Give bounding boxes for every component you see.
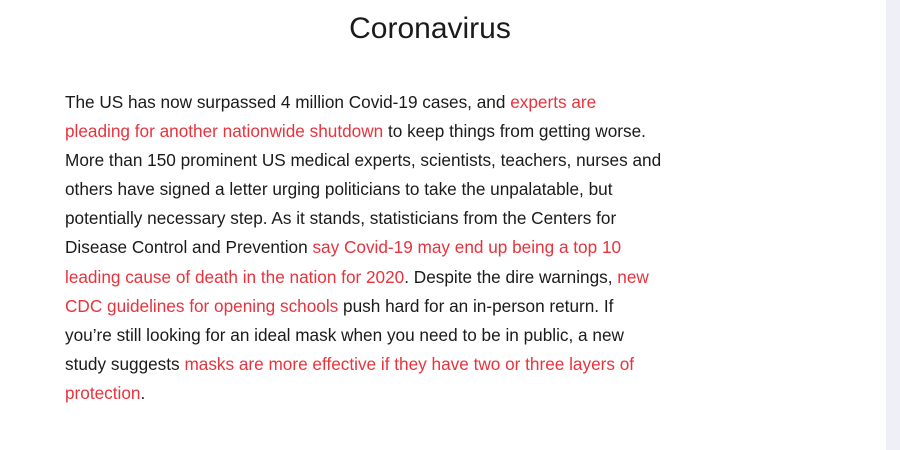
article-text: push hard for an in-person return. If (338, 295, 614, 316)
article-line (65, 325, 624, 345)
article-text: others have signed a letter urging politicians to take the unpalatable, but (65, 179, 613, 200)
article-line (65, 208, 616, 228)
article-text: study suggests (65, 353, 185, 374)
article-line (65, 150, 661, 170)
article-line (65, 92, 596, 112)
article-text: potentially necessary step. As it stands, statisticians from the Centers for (65, 208, 617, 229)
article-text: . Despite the dire warnings, (404, 266, 618, 287)
article-title: Coronavirus (349, 12, 511, 45)
article-text: you’re still looking for an ideal mask when you need to be in public, a new (65, 324, 624, 345)
article-link[interactable]: pleading for another nationwide shutdown (65, 121, 384, 142)
article-text: The US has now surpassed 4 million Covid-19 cases, and (65, 92, 511, 112)
article-link[interactable]: experts are (510, 92, 597, 112)
article-text: to keep things from getting worse. (383, 121, 646, 142)
article-text: More than 150 prominent US medical experts, scientists, teachers, nurses and (65, 150, 662, 171)
article-line (65, 267, 649, 287)
article-link[interactable]: say Covid-19 may end up being a top 10 (312, 237, 622, 258)
article-text: . (140, 382, 146, 403)
article-link[interactable]: protection (65, 382, 141, 403)
article-link[interactable]: masks are more effective if they have two or three layers of (184, 353, 635, 374)
article-line (65, 354, 634, 374)
article-line (65, 237, 621, 257)
article-line (65, 179, 613, 199)
scrollbar-track[interactable] (886, 0, 900, 450)
article-line (65, 383, 145, 403)
article-body (65, 88, 825, 408)
article-text: Disease Control and Prevention (65, 237, 313, 258)
article-line (65, 121, 646, 141)
article-link[interactable]: CDC guidelines for opening schools (65, 295, 339, 316)
article-link[interactable]: new (617, 266, 649, 287)
article-line (65, 296, 613, 316)
article-link[interactable]: leading cause of death in the nation for 2020 (65, 266, 405, 287)
